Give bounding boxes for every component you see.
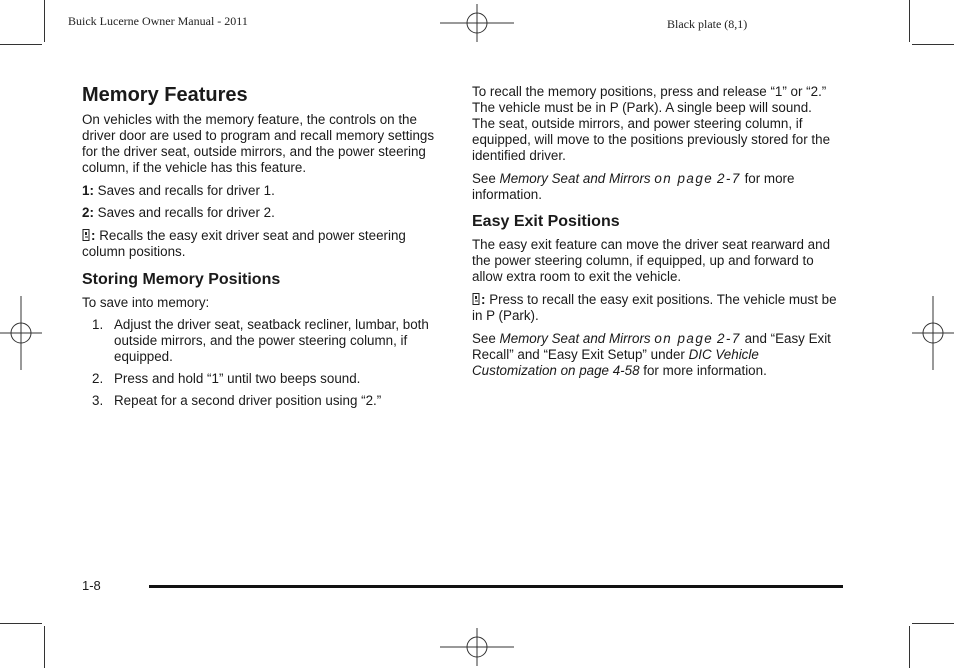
header-plate: Black plate (8,1) xyxy=(667,17,748,31)
steps-list xyxy=(82,317,444,409)
easy-exit-key-colon: : xyxy=(91,228,96,243)
list-item xyxy=(82,317,444,365)
header-title: Buick Lucerne Owner Manual - 2011 xyxy=(68,14,248,28)
see-reference-1 xyxy=(472,171,838,203)
on-page-text: on page xyxy=(654,331,714,346)
cross-reference-link[interactable]: Memory Seat and Mirrors xyxy=(499,171,651,186)
see-reference-2 xyxy=(472,331,838,379)
see-prefix: See xyxy=(472,331,500,346)
see-prefix: See xyxy=(472,171,500,186)
easy-exit-key-text: Press to recall the easy exit positions. The vehicle must be in P (Park). xyxy=(472,292,837,323)
item-driver-2-key: 2: xyxy=(82,205,94,220)
see-suffix: for more information. xyxy=(472,171,795,202)
intro-paragraph: On vehicles with the memory feature, the controls on the driver door are used to program and recall memory settings for the driver seat, outside mirrors, and the power steering column, if the vehicle has this feature. xyxy=(82,112,435,175)
easy-exit-key-colon: : xyxy=(481,292,486,307)
right-column xyxy=(472,84,838,379)
footer-rule xyxy=(149,585,843,588)
recall-paragraph: To recall the memory positions, press and release “1” or “2.” The vehicle must be in P (Park). A single beep will sound. The seat, outside mirrors, and power steering column, if equipped, will move to the positions previously stored for the identified driver. xyxy=(472,84,831,163)
see-suffix: for more information. xyxy=(639,363,767,378)
item-driver-1 xyxy=(82,183,444,199)
on-page-text: on page xyxy=(560,363,609,378)
easy-exit-text: Recalls the easy exit driver seat and power steering column positions. xyxy=(82,228,406,259)
page-reference[interactable]: 2-7 xyxy=(716,171,741,186)
cross-reference-link[interactable]: Memory Seat and Mirrors xyxy=(499,331,651,346)
list-item xyxy=(82,393,444,409)
registration-mark-bottom xyxy=(440,628,514,666)
easy-exit-paragraph: The easy exit feature can move the driver seat rearward and the power steering column, if equipped, up and forward to allow extra room to exit the vehicle. xyxy=(472,237,831,284)
item-driver-2-text: Saves and recalls for driver 2. xyxy=(97,205,275,220)
step-number: 3. xyxy=(92,393,104,408)
cross-reference-link[interactable]: DIC Vehicle Customization xyxy=(472,347,759,378)
item-driver-1-key: 1: xyxy=(82,183,94,198)
step-text: Repeat for a second driver position using “2.” xyxy=(114,393,382,408)
easy-exit-seat-icon xyxy=(82,229,91,241)
list-item xyxy=(82,371,444,387)
step-text: Adjust the driver seat, seatback recliner, lumbar, both outside mirrors, and the power steering column, if equipped. xyxy=(114,317,429,364)
registration-mark-top xyxy=(440,4,514,42)
page-title: Memory Features xyxy=(82,84,248,106)
storing-intro: To save into memory: xyxy=(82,295,210,310)
step-text: Press and hold “1” until two beeps sound. xyxy=(114,371,361,386)
step-number: 1. xyxy=(92,317,104,332)
item-easy-exit xyxy=(82,228,444,260)
storing-heading: Storing Memory Positions xyxy=(82,271,281,288)
left-column xyxy=(82,83,444,409)
page-reference[interactable]: 2-7 xyxy=(716,331,741,346)
item-driver-1-text: Saves and recalls for driver 1. xyxy=(97,183,275,198)
item-driver-2 xyxy=(82,205,444,221)
see-middle: and “Easy Exit Recall” and “Easy Exit Setup” under xyxy=(472,331,831,362)
on-page-text: on page xyxy=(654,171,714,186)
easy-exit-key-item xyxy=(472,292,838,324)
easy-exit-seat-icon xyxy=(472,293,481,305)
page-reference[interactable]: 4-58 xyxy=(612,363,640,378)
step-number: 2. xyxy=(92,371,104,386)
registration-mark-right xyxy=(912,296,954,370)
easy-exit-heading: Easy Exit Positions xyxy=(472,213,620,230)
registration-mark-left xyxy=(0,296,42,370)
page-number: 1-8 xyxy=(82,578,101,593)
